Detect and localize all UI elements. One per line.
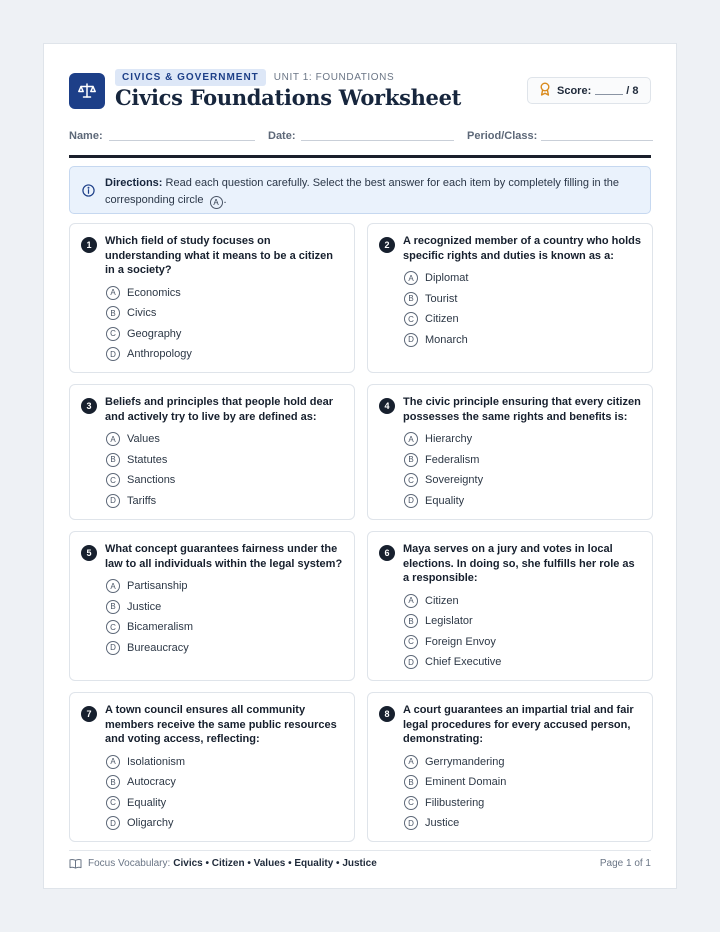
answer-label: Foreign Envoy	[425, 635, 496, 648]
answer-option[interactable]	[106, 815, 173, 831]
question-text: Beliefs and principles that people hold dear and actively try to live by are defined as:	[105, 396, 333, 423]
answer-label: Eminent Domain	[425, 776, 507, 788]
score-total: / 8	[626, 84, 639, 97]
answer-option[interactable]	[106, 619, 193, 635]
answer-option[interactable]	[404, 472, 483, 488]
answer-option[interactable]	[404, 452, 479, 468]
period-field[interactable]	[541, 140, 653, 141]
answer-option[interactable]	[404, 270, 468, 286]
answer-bubble[interactable]: D	[106, 494, 120, 508]
answer-label: Diplomat	[425, 272, 469, 284]
page-number: Page 1 of 1	[599, 858, 651, 869]
score-box	[527, 77, 651, 104]
question-number: 8	[379, 706, 395, 722]
answer-label: Geography	[127, 327, 182, 340]
answer-option[interactable]	[106, 431, 160, 447]
answer-option[interactable]	[106, 472, 175, 488]
question-number: 2	[379, 237, 395, 253]
answer-option[interactable]	[106, 326, 181, 342]
answer-bubble[interactable]: A	[404, 594, 418, 608]
answer-label: Values	[127, 433, 160, 445]
header-divider	[69, 155, 651, 158]
name-label: Name:	[69, 130, 103, 142]
answer-bubble[interactable]: D	[404, 494, 418, 508]
answer-bubble[interactable]: C	[106, 327, 120, 341]
answer-label: Justice	[127, 600, 162, 613]
answer-label: Sovereignty	[425, 474, 484, 486]
answer-option[interactable]	[106, 305, 156, 321]
student-info-row	[69, 130, 651, 144]
answer-label: Anthropology	[127, 348, 192, 360]
question-card	[69, 531, 355, 681]
answer-label: Legislator	[425, 615, 473, 627]
directions-text: Read each question carefully. Select the best answer for each item by completely filling in the corresponding circle	[105, 177, 620, 206]
answer-option[interactable]	[404, 613, 473, 629]
example-bubble: A	[210, 196, 223, 209]
unit-label: UNIT 1: FOUNDATIONS	[273, 72, 395, 83]
answer-label: Equality	[127, 796, 167, 809]
answer-label: Isolationism	[127, 755, 186, 768]
answer-bubble[interactable]: D	[404, 333, 418, 347]
answer-bubble[interactable]: D	[106, 347, 120, 361]
answer-label: Statutes	[127, 453, 168, 466]
answer-label: Tariffs	[127, 494, 157, 507]
subject-tag: CIVICS & GOVERNMENT	[115, 69, 266, 86]
question-number: 4	[379, 398, 395, 414]
directions-box	[69, 166, 651, 214]
answer-label: Monarch	[425, 333, 468, 346]
answer-label: Bicameralism	[127, 621, 194, 633]
answer-option[interactable]	[106, 452, 167, 468]
answer-bubble[interactable]: A	[106, 286, 120, 300]
vocabulary	[69, 858, 377, 869]
question-card	[367, 531, 653, 681]
answer-option[interactable]	[404, 291, 457, 307]
answer-option[interactable]	[106, 774, 176, 790]
answer-option[interactable]	[106, 493, 156, 509]
answer-option[interactable]	[404, 795, 484, 811]
answer-label: Hierarchy	[425, 433, 473, 445]
answer-option[interactable]	[404, 311, 459, 327]
answer-option[interactable]	[404, 332, 468, 348]
answer-bubble[interactable]: A	[106, 579, 120, 593]
answer-option[interactable]	[404, 493, 464, 509]
answer-option[interactable]	[404, 754, 504, 770]
answer-bubble[interactable]: B	[404, 453, 418, 467]
question-number: 1	[81, 237, 97, 253]
answer-option[interactable]	[106, 346, 192, 362]
answer-bubble[interactable]: C	[106, 620, 120, 634]
worksheet-page	[43, 43, 677, 889]
date-field[interactable]	[301, 140, 454, 141]
question-card	[69, 223, 355, 373]
question-number: 5	[81, 545, 97, 561]
answer-bubble[interactable]: B	[106, 600, 120, 614]
answer-bubble[interactable]: C	[404, 635, 418, 649]
answer-bubble[interactable]: A	[404, 755, 418, 769]
question-text: A court guarantees an impartial trial and fair legal procedures for every accused person, demonstrating:	[403, 704, 634, 745]
book-icon	[69, 858, 82, 869]
answer-bubble[interactable]: B	[404, 775, 418, 789]
directions-label: Directions:	[105, 177, 163, 189]
answer-label: Partisanship	[127, 580, 188, 592]
period-label: Period/Class:	[467, 130, 538, 142]
answer-label: Citizen	[425, 313, 459, 325]
question-text: Maya serves on a jury and votes in local elections. In doing so, she fulfills her role as a responsible:	[403, 543, 635, 584]
answer-label: Gerrymandering	[425, 755, 505, 768]
scales-icon	[69, 73, 105, 109]
question-number: 6	[379, 545, 395, 561]
answer-option[interactable]	[404, 654, 501, 670]
vocab-label: Focus Vocabulary:	[88, 858, 171, 869]
question-card	[367, 692, 653, 842]
answer-label: Sanctions	[127, 474, 176, 486]
answer-bubble[interactable]: A	[404, 432, 418, 446]
answer-option[interactable]	[106, 754, 185, 770]
header-tags	[115, 69, 394, 86]
answer-bubble[interactable]: B	[404, 292, 418, 306]
answer-bubble[interactable]: B	[404, 614, 418, 628]
question-card	[367, 384, 653, 520]
date-label: Date:	[268, 130, 296, 142]
answer-label: Oligarchy	[127, 817, 174, 829]
question-text: A recognized member of a country who holds specific rights and duties is known as a:	[403, 235, 641, 262]
answer-label: Tourist	[425, 292, 458, 305]
score-blank[interactable]	[595, 86, 623, 95]
answer-option[interactable]	[106, 599, 161, 615]
answer-bubble[interactable]: A	[106, 432, 120, 446]
question-card	[69, 384, 355, 520]
answer-label: Citizen	[425, 594, 459, 607]
score-label: Score:	[557, 84, 592, 97]
name-field[interactable]	[109, 140, 255, 141]
answer-option[interactable]	[404, 774, 506, 790]
answer-bubble[interactable]: A	[404, 271, 418, 285]
answer-option[interactable]	[106, 285, 181, 301]
question-text: Which field of study focuses on understanding what it means to be a citizen in a society?	[105, 235, 333, 276]
directions-end: .	[223, 194, 227, 206]
answer-bubble[interactable]: A	[106, 755, 120, 769]
answer-label: Bureaucracy	[127, 641, 189, 654]
answer-label: Federalism	[425, 453, 480, 466]
answer-option[interactable]	[106, 640, 189, 656]
footer-divider	[69, 850, 651, 851]
footer	[69, 858, 651, 872]
answer-bubble[interactable]: D	[404, 816, 418, 830]
answer-option[interactable]	[404, 593, 459, 609]
answer-option[interactable]	[404, 431, 472, 447]
answer-label: Economics	[127, 286, 181, 299]
answer-label: Chief Executive	[425, 656, 502, 668]
question-text: A town council ensures all community members receive the same public resources and voting access, reflecting:	[105, 704, 337, 745]
answer-label: Autocracy	[127, 776, 176, 788]
question-text: The civic principle ensuring that every citizen possesses the same rights and benefits is:	[403, 396, 641, 423]
info-icon	[82, 184, 95, 203]
question-card	[367, 223, 653, 373]
page-title: Civics Foundations Worksheet	[115, 85, 462, 110]
award-ribbon-icon	[539, 82, 551, 99]
answer-option[interactable]	[106, 578, 188, 594]
answer-bubble[interactable]: C	[106, 796, 120, 810]
answer-bubble[interactable]: B	[106, 453, 120, 467]
answer-option[interactable]	[106, 795, 166, 811]
answer-option[interactable]	[404, 815, 459, 831]
question-number: 3	[81, 398, 97, 414]
answer-bubble[interactable]: D	[106, 641, 120, 655]
answer-label: Filibustering	[425, 796, 485, 809]
answer-bubble[interactable]: B	[106, 775, 120, 789]
answer-bubble[interactable]: C	[404, 796, 418, 810]
answer-label: Justice	[425, 817, 460, 829]
answer-bubble[interactable]: C	[404, 473, 418, 487]
answer-bubble[interactable]: B	[106, 306, 120, 320]
answer-bubble[interactable]: D	[404, 655, 418, 669]
answer-label: Equality	[425, 494, 465, 507]
answer-bubble[interactable]: D	[106, 816, 120, 830]
question-text: What concept guarantees fairness under the law to all individuals within the legal system?	[105, 543, 343, 570]
answer-option[interactable]	[404, 634, 496, 650]
answer-bubble[interactable]: C	[404, 312, 418, 326]
worksheet-content	[69, 44, 651, 888]
question-card	[69, 692, 355, 842]
vocab-words: Civics • Citizen • Values • Equality • Justice	[173, 858, 377, 869]
answer-label: Civics	[127, 307, 157, 319]
answer-bubble[interactable]: C	[106, 473, 120, 487]
question-number: 7	[81, 706, 97, 722]
